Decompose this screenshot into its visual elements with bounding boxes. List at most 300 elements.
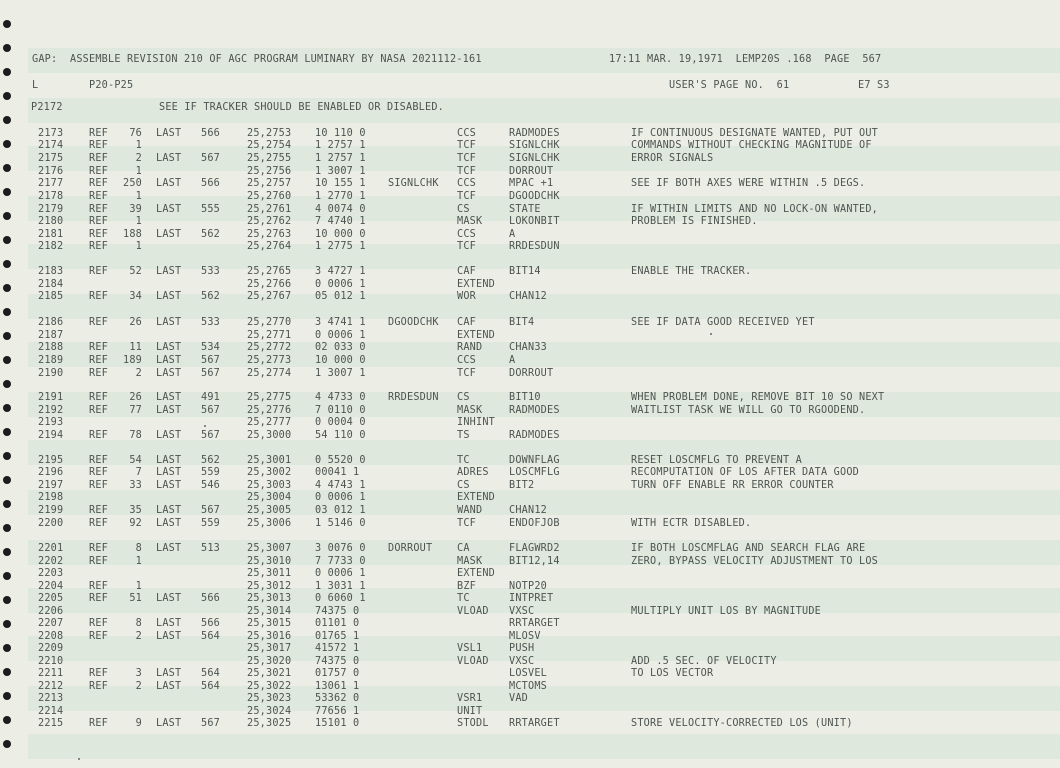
opcode: TCF: [457, 191, 477, 202]
last-keyword: LAST: [156, 668, 182, 679]
memory-address: 25,3010: [247, 556, 292, 567]
comment: PROBLEM IS FINISHED.: [631, 216, 758, 227]
feed-hole-icon: [3, 380, 11, 388]
opcode: CAF: [457, 266, 477, 277]
line-number: 2191: [38, 392, 64, 403]
memory-address: 25,3015: [247, 618, 292, 629]
last-keyword: LAST: [156, 631, 182, 642]
last-keyword: LAST: [156, 681, 182, 692]
ref-count: 78: [129, 430, 142, 441]
listing-row: [0, 128, 1060, 140]
octal-word: 1 2757 1: [315, 153, 366, 164]
ref-count: 2: [135, 681, 142, 692]
opcode: BZF: [457, 581, 477, 592]
operand: BIT14: [509, 266, 541, 277]
octal-word: 00041 1: [315, 467, 360, 478]
comment: MULTIPLY UNIT LOS BY MAGNITUDE: [631, 606, 822, 617]
operand: BIT4: [509, 317, 535, 328]
comment: ZERO, BYPASS VELOCITY ADJUSTMENT TO LOS: [631, 556, 879, 567]
octal-word: 01757 0: [315, 668, 360, 679]
ref-count: 33: [129, 480, 142, 491]
octal-word: 13061 1: [315, 681, 360, 692]
last-keyword: LAST: [156, 505, 182, 516]
opcode: EXTEND: [457, 330, 496, 341]
last-page: 564: [201, 681, 221, 692]
memory-address: 25,3020: [247, 656, 292, 667]
memory-address: 25,3012: [247, 581, 292, 592]
octal-word: 15101 0: [315, 718, 360, 729]
last-keyword: LAST: [156, 368, 182, 379]
comment: WITH ECTR DISABLED.: [631, 518, 752, 529]
line-number: 2201: [38, 543, 64, 554]
memory-address: 25,3023: [247, 693, 292, 704]
ref-keyword: REF: [89, 342, 109, 353]
listing-row: [0, 405, 1060, 417]
ref-count: 77: [129, 405, 142, 416]
last-page: 566: [201, 178, 221, 189]
operand: RRTARGET: [509, 618, 560, 629]
octal-word: 0 0006 1: [315, 568, 366, 579]
last-page: 564: [201, 668, 221, 679]
octal-word: 4 4743 1: [315, 480, 366, 491]
ref-count: 1: [135, 166, 142, 177]
line-number: 2199: [38, 505, 64, 516]
line-number: 2195: [38, 455, 64, 466]
ref-keyword: REF: [89, 430, 109, 441]
opcode: TCF: [457, 166, 477, 177]
ref-count: 54: [129, 455, 142, 466]
feed-hole-icon: [3, 68, 11, 76]
memory-address: 25,2767: [247, 291, 292, 302]
last-keyword: LAST: [156, 355, 182, 366]
operand: BIT10: [509, 392, 541, 403]
listing-row: [0, 706, 1060, 718]
operand: CHAN12: [509, 505, 548, 516]
listing-row: [0, 355, 1060, 367]
line-number: 2183: [38, 266, 64, 277]
last-page: 546: [201, 480, 221, 491]
ref-count: 1: [135, 140, 142, 151]
opcode: CS: [457, 204, 470, 215]
last-keyword: LAST: [156, 467, 182, 478]
line-number: 2178: [38, 191, 64, 202]
operand: RADMODES: [509, 430, 560, 441]
line-number: 2202: [38, 556, 64, 567]
ref-keyword: REF: [89, 204, 109, 215]
ref-keyword: REF: [89, 153, 109, 164]
opcode: INHINT: [457, 417, 496, 428]
comment: IF CONTINUOUS DESIGNATE WANTED, PUT OUT: [631, 128, 879, 139]
octal-word: 7 0110 0: [315, 405, 366, 416]
ref-keyword: REF: [89, 178, 109, 189]
operand: BIT12,14: [509, 556, 560, 567]
ink-speck: [78, 758, 80, 760]
operand: DORROUT: [509, 166, 554, 177]
ref-count: 11: [129, 342, 142, 353]
comment: IF WITHIN LIMITS AND NO LOCK-ON WANTED,: [631, 204, 879, 215]
operand: DGOODCHK: [509, 191, 560, 202]
line-number: 2193: [38, 417, 64, 428]
left-marker: L: [32, 80, 39, 91]
last-keyword: LAST: [156, 455, 182, 466]
remark-text: SEE IF TRACKER SHOULD BE ENABLED OR DISABLED.: [159, 102, 445, 113]
memory-address: 25,3021: [247, 668, 292, 679]
line-number: 2180: [38, 216, 64, 227]
ref-keyword: REF: [89, 216, 109, 227]
ref-keyword: REF: [89, 392, 109, 403]
opcode: CCS: [457, 229, 477, 240]
ink-speck: [204, 425, 206, 427]
ref-count: 51: [129, 593, 142, 604]
memory-address: 25,2763: [247, 229, 292, 240]
symbol-label: DGOODCHK: [388, 317, 439, 328]
operand: A: [509, 229, 516, 240]
memory-address: 25,2771: [247, 330, 292, 341]
octal-word: 4 0074 0: [315, 204, 366, 215]
memory-address: 25,2757: [247, 178, 292, 189]
octal-word: 1 5146 0: [315, 518, 366, 529]
last-keyword: LAST: [156, 593, 182, 604]
comment: SEE IF BOTH AXES WERE WITHIN .5 DEGS.: [631, 178, 866, 189]
octal-word: 1 2775 1: [315, 241, 366, 252]
octal-word: 3 4727 1: [315, 266, 366, 277]
line-number: 2189: [38, 355, 64, 366]
last-page: 559: [201, 467, 221, 478]
operand: MCTOMS: [509, 681, 548, 692]
last-keyword: LAST: [156, 405, 182, 416]
line-number: 2185: [38, 291, 64, 302]
listing-row: [0, 467, 1060, 479]
line-number: 2194: [38, 430, 64, 441]
octal-word: 1 3031 1: [315, 581, 366, 592]
operand: NOTP20: [509, 581, 548, 592]
ref-keyword: REF: [89, 191, 109, 202]
ref-count: 7: [135, 467, 142, 478]
feed-hole-icon: [3, 44, 11, 52]
last-keyword: LAST: [156, 618, 182, 629]
memory-address: 25,2776: [247, 405, 292, 416]
octal-word: 10 110 0: [315, 128, 366, 139]
memory-address: 25,3005: [247, 505, 292, 516]
memory-address: 25,3022: [247, 681, 292, 692]
operand: DORROUT: [509, 368, 554, 379]
feed-hole-icon: [3, 116, 11, 124]
octal-word: 53362 0: [315, 693, 360, 704]
last-keyword: LAST: [156, 430, 182, 441]
ref-keyword: REF: [89, 618, 109, 629]
octal-word: 0 0006 1: [315, 492, 366, 503]
ref-keyword: REF: [89, 631, 109, 642]
comment: WHEN PROBLEM DONE, REMOVE BIT 10 SO NEXT: [631, 392, 885, 403]
memory-address: 25,2766: [247, 279, 292, 290]
comment: ADD .5 SEC. OF VELOCITY: [631, 656, 777, 667]
line-number: 2197: [38, 480, 64, 491]
listing-row: [0, 618, 1060, 630]
line-number: 2206: [38, 606, 64, 617]
ref-keyword: REF: [89, 593, 109, 604]
listing-row: [0, 140, 1060, 152]
operand: FLAGWRD2: [509, 543, 560, 554]
memory-address: 25,3000: [247, 430, 292, 441]
opcode: VSR1: [457, 693, 483, 704]
operand: VAD: [509, 693, 529, 704]
ref-keyword: REF: [89, 166, 109, 177]
ref-count: 189: [122, 355, 142, 366]
octal-word: 10 155 1: [315, 178, 366, 189]
listing-row: [0, 492, 1060, 504]
last-keyword: LAST: [156, 480, 182, 491]
operand: RRTARGET: [509, 718, 560, 729]
octal-word: 10 000 0: [315, 355, 366, 366]
listing-row: [0, 191, 1060, 203]
line-number: 2187: [38, 330, 64, 341]
listing-row: [0, 718, 1060, 730]
opcode: MASK: [457, 556, 483, 567]
ref-count: 2: [135, 631, 142, 642]
memory-address: 25,3006: [247, 518, 292, 529]
operand: LOSCMFLG: [509, 467, 560, 478]
operand: MLOSV: [509, 631, 541, 642]
ref-keyword: REF: [89, 518, 109, 529]
line-number: 2174: [38, 140, 64, 151]
operand: RADMODES: [509, 128, 560, 139]
opcode: MASK: [457, 405, 483, 416]
listing-row: [0, 556, 1060, 568]
octal-word: 1 2770 1: [315, 191, 366, 202]
opcode: CCS: [457, 128, 477, 139]
ref-keyword: REF: [89, 668, 109, 679]
memory-address: 25,3017: [247, 643, 292, 654]
ref-count: 26: [129, 392, 142, 403]
octal-word: 10 000 0: [315, 229, 366, 240]
octal-word: 4 4733 0: [315, 392, 366, 403]
last-keyword: LAST: [156, 153, 182, 164]
opcode: TS: [457, 430, 470, 441]
octal-word: 05 012 1: [315, 291, 366, 302]
last-keyword: LAST: [156, 718, 182, 729]
comment: ENABLE THE TRACKER.: [631, 266, 752, 277]
last-keyword: LAST: [156, 317, 182, 328]
opcode: CS: [457, 480, 470, 491]
listing-row: [0, 643, 1060, 655]
opcode: CAF: [457, 317, 477, 328]
line-number: 2214: [38, 706, 64, 717]
ink-speck: [710, 333, 712, 335]
ref-count: 1: [135, 581, 142, 592]
line-number: 2212: [38, 681, 64, 692]
octal-word: 3 4741 1: [315, 317, 366, 328]
operand: PUSH: [509, 643, 535, 654]
line-number: 2176: [38, 166, 64, 177]
line-number: 2207: [38, 618, 64, 629]
last-keyword: LAST: [156, 543, 182, 554]
memory-address: 25,3013: [247, 593, 292, 604]
opcode: STODL: [457, 718, 489, 729]
octal-word: 01765 1: [315, 631, 360, 642]
line-number: 2196: [38, 467, 64, 478]
operand: SIGNLCHK: [509, 153, 560, 164]
ref-count: 8: [135, 543, 142, 554]
line-number: 2173: [38, 128, 64, 139]
listing-row: [0, 543, 1060, 555]
line-number: 2211: [38, 668, 64, 679]
last-keyword: LAST: [156, 392, 182, 403]
memory-address: 25,2753: [247, 128, 292, 139]
last-page: 567: [201, 505, 221, 516]
listing-row: [0, 681, 1060, 693]
line-number: 2177: [38, 178, 64, 189]
users-page-number: USER'S PAGE NO. 61: [669, 80, 790, 91]
last-page: 566: [201, 618, 221, 629]
opcode: CCS: [457, 355, 477, 366]
ref-keyword: REF: [89, 505, 109, 516]
ref-count: 76: [129, 128, 142, 139]
ref-keyword: REF: [89, 405, 109, 416]
line-number: 2200: [38, 518, 64, 529]
listing-row: [0, 153, 1060, 165]
octal-word: 01101 0: [315, 618, 360, 629]
line-number: 2182: [38, 241, 64, 252]
memory-address: 25,2764: [247, 241, 292, 252]
opcode: TCF: [457, 518, 477, 529]
octal-word: 7 4740 1: [315, 216, 366, 227]
line-number: 2198: [38, 492, 64, 503]
ref-keyword: REF: [89, 229, 109, 240]
listing-row: [0, 216, 1060, 228]
octal-word: 03 012 1: [315, 505, 366, 516]
last-page: 562: [201, 229, 221, 240]
memory-address: 25,2756: [247, 166, 292, 177]
listing-row: [0, 568, 1060, 580]
memory-address: 25,3024: [247, 706, 292, 717]
ref-keyword: REF: [89, 266, 109, 277]
listing-row: [0, 166, 1060, 178]
listing-row: [0, 581, 1060, 593]
last-page: 491: [201, 392, 221, 403]
ref-keyword: REF: [89, 317, 109, 328]
octal-word: 74375 0: [315, 656, 360, 667]
opcode: TCF: [457, 140, 477, 151]
operand: RRDESDUN: [509, 241, 560, 252]
operand: LOSVEL: [509, 668, 548, 679]
last-page: 533: [201, 266, 221, 277]
ref-keyword: REF: [89, 455, 109, 466]
last-page: 567: [201, 430, 221, 441]
line-number: 2179: [38, 204, 64, 215]
ref-keyword: REF: [89, 543, 109, 554]
line-number: 2210: [38, 656, 64, 667]
operand: BIT2: [509, 480, 535, 491]
ref-count: 3: [135, 668, 142, 679]
line-number: 2213: [38, 693, 64, 704]
listing-row: [0, 505, 1060, 517]
comment: COMMANDS WITHOUT CHECKING MAGNITUDE OF: [631, 140, 872, 151]
feed-hole-icon: [3, 308, 11, 316]
ref-keyword: REF: [89, 681, 109, 692]
octal-word: 54 110 0: [315, 430, 366, 441]
octal-word: 3 0076 0: [315, 543, 366, 554]
line-number: 2190: [38, 368, 64, 379]
opcode: RAND: [457, 342, 483, 353]
octal-word: 1 3007 1: [315, 166, 366, 177]
ref-count: 52: [129, 266, 142, 277]
opcode: MASK: [457, 216, 483, 227]
octal-word: 1 3007 1: [315, 368, 366, 379]
memory-address: 25,3002: [247, 467, 292, 478]
line-number: 2209: [38, 643, 64, 654]
comment: IF BOTH LOSCMFLAG AND SEARCH FLAG ARE: [631, 543, 866, 554]
ref-keyword: REF: [89, 368, 109, 379]
opcode: TCF: [457, 241, 477, 252]
operand: ENDOFJOB: [509, 518, 560, 529]
memory-address: 25,3007: [247, 543, 292, 554]
memory-address: 25,2773: [247, 355, 292, 366]
line-number: 2203: [38, 568, 64, 579]
operand: LOKONBIT: [509, 216, 560, 227]
opcode: WOR: [457, 291, 477, 302]
ref-count: 26: [129, 317, 142, 328]
operand: RADMODES: [509, 405, 560, 416]
last-keyword: LAST: [156, 204, 182, 215]
opcode: EXTEND: [457, 279, 496, 290]
memory-address: 25,2761: [247, 204, 292, 215]
comment: TO LOS VECTOR: [631, 668, 714, 679]
comment: RECOMPUTATION OF LOS AFTER DATA GOOD: [631, 467, 860, 478]
feed-hole-icon: [3, 20, 11, 28]
opcode: WAND: [457, 505, 483, 516]
opcode: UNIT: [457, 706, 483, 717]
symbol-label: DORROUT: [388, 543, 433, 554]
listing-header: GAP: ASSEMBLE REVISION 210 OF AGC PROGRAM LUMINARY BY NASA 2021112-161: [32, 54, 482, 65]
listing-header-timestamp: 17:11 MAR. 19,1971 LEMP20S .168 PAGE 567: [609, 54, 882, 65]
memory-address: 25,2777: [247, 417, 292, 428]
last-keyword: LAST: [156, 291, 182, 302]
ref-keyword: REF: [89, 480, 109, 491]
operand: VXSC: [509, 606, 535, 617]
opcode: CCS: [457, 178, 477, 189]
memory-address: 25,2762: [247, 216, 292, 227]
listing-row: [0, 631, 1060, 643]
ref-keyword: REF: [89, 140, 109, 151]
listing-row: [0, 518, 1060, 530]
octal-word: 41572 1: [315, 643, 360, 654]
green-bar-band: [28, 734, 1060, 759]
last-page: 534: [201, 342, 221, 353]
ref-keyword: REF: [89, 718, 109, 729]
listing-row: [0, 178, 1060, 190]
last-keyword: LAST: [156, 266, 182, 277]
last-keyword: LAST: [156, 128, 182, 139]
comment: RESET LOSCMFLG TO PREVENT A: [631, 455, 803, 466]
octal-word: 0 0006 1: [315, 330, 366, 341]
comment: ERROR SIGNALS: [631, 153, 714, 164]
listing-row: [0, 656, 1060, 668]
ref-count: 9: [135, 718, 142, 729]
opcode: VLOAD: [457, 656, 489, 667]
line-number: 2205: [38, 593, 64, 604]
ref-keyword: REF: [89, 241, 109, 252]
octal-word: 0 0004 0: [315, 417, 366, 428]
line-number: 2175: [38, 153, 64, 164]
last-page: 567: [201, 718, 221, 729]
operand: STATE: [509, 204, 541, 215]
listing-row: [0, 229, 1060, 241]
octal-word: 02 033 0: [315, 342, 366, 353]
listing-row: [0, 480, 1060, 492]
ref-count: 92: [129, 518, 142, 529]
octal-word: 0 0006 1: [315, 279, 366, 290]
operand: VXSC: [509, 656, 535, 667]
